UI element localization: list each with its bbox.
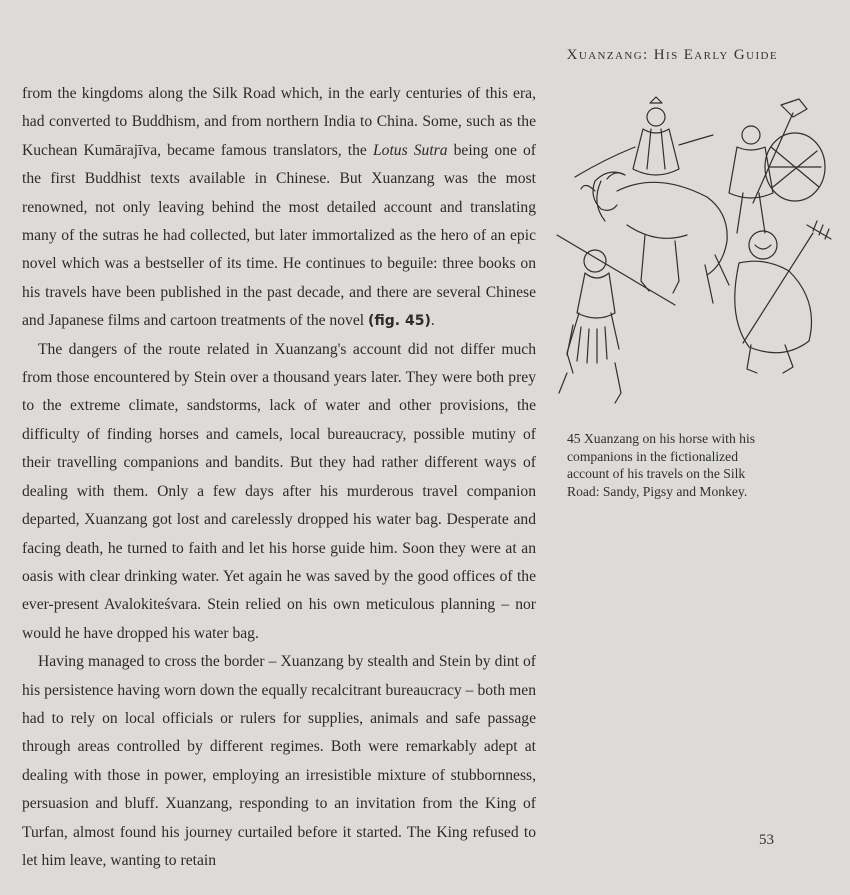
- horse-figure: [581, 172, 729, 303]
- figure-reference: (fig. 45): [367, 313, 431, 330]
- xuanzang-illustration: [555, 95, 835, 415]
- paragraph-2: The dangers of the route related in Xuanzang's account did not differ much from those encountered by Stein over a thousand years later. They were both prey to the extreme climate, sandstorms, lack of water and other provisions, the difficulty of finding horses and camels, local bureaucracy, possible mutiny of their travelling companions and bandits. But they had rather different ways of dealing with them. Only a few days after his murderous travel companion departed, Xuanzang got lost and carelessly dropped his water bag. Desperate and facing death, he turned to faith and let his horse guide him. Soon they were at an oasis with clear drinking water. Yet again he was saved by the good offices of the ever-present Avalokiteśvara. Stein relied on his own meticulous planning – nor would he have dropped his water bag.: [22, 340, 536, 642]
- xuanzang-figure: [575, 97, 713, 177]
- running-head: Xuanzang: His Early Guide: [566, 47, 778, 63]
- pigsy-figure: [735, 221, 831, 373]
- sandy-figure: [729, 99, 825, 233]
- body-text: [22, 80, 536, 875]
- page-number: 53: [759, 832, 774, 848]
- figure-caption: 45 Xuanzang on his horse with his companions in the fictionalized account of his travels on the Silk Road: Sandy, Pigsy and Monkey.: [567, 431, 756, 499]
- paragraph-1: from the kingdoms along the Silk Road which, in the early centuries of this era, had converted to Buddhism, and from northern India to China. Some, such as the Kuchean Kumārajīva, became famous translators, the Lotus Sutra being one of the first Buddhist texts available in Chinese. But Xuanzang was the most renowned, not only leaving behind the most detailed account and translating many of the sutras he had collected, but later immortalized as the hero of an epic novel which was a bestseller of its time. He continues to beguile: three books on his travels have been published in the past decade, and there are several Chinese and Japanese films and cartoon treatments of the novel (fig. 45).: [22, 85, 536, 330]
- paragraph-3: Having managed to cross the border – Xuanzang by stealth and Stein by dint of his persistence having worn down the equally recalcitrant bureaucracy – both men had to rely on local officials or rulers for supplies, animals and safe passage through areas controlled by different regimes. Both were remarkably adept at dealing with those in power, employing an irresistible mixture of stubbornness, persuasion and bluff. Xuanzang, responding to an invitation from the King of Turfan, almost found his journey curtailed before it started. The King refused to let him leave, wanting to retain: [22, 653, 536, 869]
- italic-title: Lotus Sutra: [372, 141, 448, 159]
- monkey-figure: [557, 235, 675, 403]
